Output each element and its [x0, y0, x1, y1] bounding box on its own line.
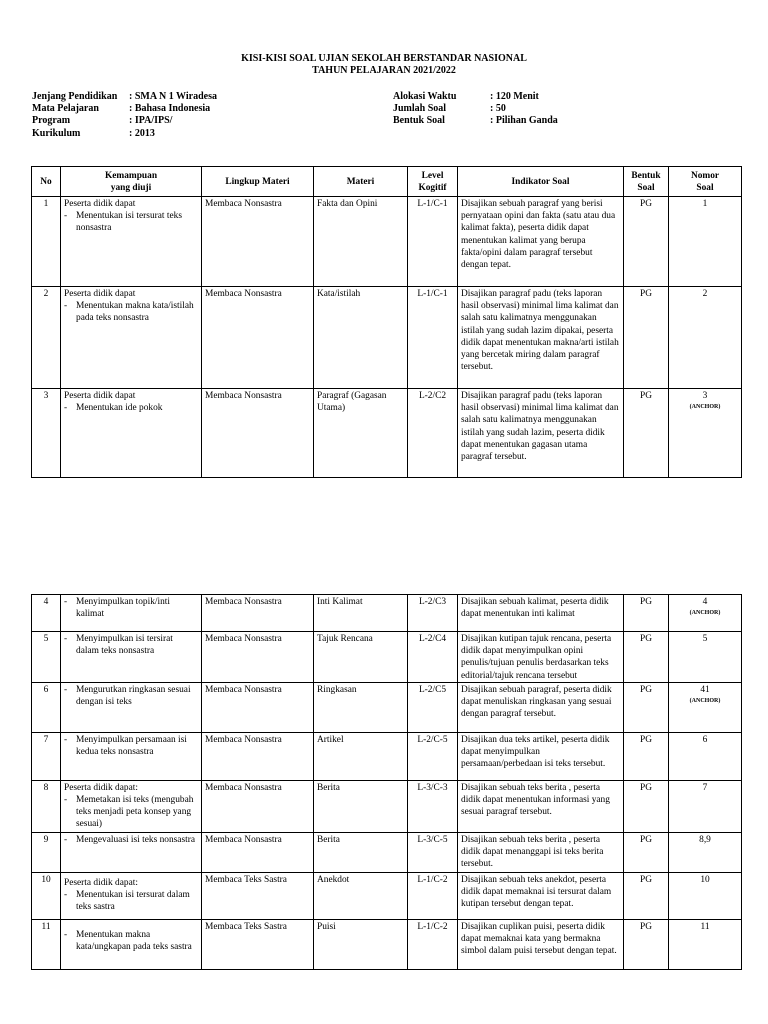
cell-kemampuan [61, 919, 202, 969]
cell-indikator: Disajikan kutipan tajuk rencana, peserta didik dapat menyimpulkan opini penulis/tujuan penulis berdasarkan teks editorial/tajuk rencana tersebut [458, 632, 624, 683]
meta-row [32, 115, 217, 127]
cell-nomor [669, 832, 742, 872]
cell-nomor [669, 732, 742, 780]
meta-key: Jenjang Pendidikan [32, 91, 118, 102]
kemampuan-subitem: - Menyimpulkan persamaan isi kedua teks nonsastra [64, 734, 187, 758]
nomor-value: 10 [700, 874, 710, 885]
cell-bentuk: PG [624, 832, 669, 872]
cell-lingkup: Membaca Nonsastra [202, 682, 314, 732]
meta-row [393, 115, 558, 127]
meta-row [32, 103, 217, 115]
meta-key: Alokasi Waktu [393, 91, 457, 102]
cell-materi: Inti Kalimat [314, 595, 408, 632]
cell-bentuk: PG [624, 682, 669, 732]
cell-lingkup: Membaca Nonsastra [202, 632, 314, 683]
cell-materi: Fakta dan Opini [314, 197, 408, 287]
cell-level: L-3/C-5 [408, 832, 458, 872]
cell-kemampuan [61, 832, 202, 872]
cell-materi: Puisi [314, 919, 408, 969]
cell-no: 5 [32, 632, 61, 683]
table-row [32, 780, 742, 832]
cell-no: 6 [32, 682, 61, 732]
meta-value: : 120 Menit [490, 91, 539, 102]
cell-nomor [669, 780, 742, 832]
cell-lingkup: Membaca Nonsastra [202, 595, 314, 632]
table-header-row [32, 167, 742, 197]
cell-level: L-2/C4 [408, 632, 458, 683]
cell-materi: Ringkasan [314, 682, 408, 732]
kemampuan-intro: Peserta didik dapat [64, 199, 136, 209]
table-row [32, 632, 742, 683]
meta-row [393, 91, 558, 103]
col-header-level: Level Kogitif [408, 167, 458, 197]
col-header-no: No [32, 167, 61, 197]
cell-kemampuan [61, 287, 202, 389]
cell-level: L-3/C-3 [408, 780, 458, 832]
cell-kemampuan [61, 632, 202, 683]
kemampuan-subitem: - Menentukan ide pokok [64, 403, 163, 414]
meta-value: : SMA N 1 Wiradesa [129, 91, 217, 102]
table-row [32, 389, 742, 478]
nomor-value: 1 [702, 199, 708, 209]
cell-nomor [669, 287, 742, 389]
cell-bentuk: PG [624, 287, 669, 389]
meta-row [393, 103, 558, 115]
table-row [32, 919, 742, 969]
meta-value: : 2013 [129, 127, 155, 139]
meta-key: Kurikulum [32, 127, 81, 139]
meta-key: Mata Pelajaran [32, 103, 99, 115]
cell-lingkup: Membaca Nonsastra [202, 832, 314, 872]
cell-no: 4 [32, 595, 61, 632]
kemampuan-subitem: - Menentukan makna kata/istilah pada teks nonsastra [64, 301, 194, 324]
cell-indikator: Disajikan sebuah kalimat, peserta didik dapat menentukan inti kalimat [458, 595, 624, 632]
kemampuan-subitem: - Menentukan isi tersurat dalam teks sastra [64, 890, 190, 913]
cell-no: 1 [32, 197, 61, 287]
document-title: KISI-KISI SOAL UJIAN SEKOLAH BERSTANDAR NASIONAL [241, 53, 527, 64]
cell-bentuk: PG [624, 389, 669, 478]
table-row [32, 595, 742, 632]
cell-level: L-1/C-2 [408, 919, 458, 969]
cell-indikator: Disajikan dua teks artikel, peserta didik dapat menyimpulkan persamaan/perbedaan isi teks tersebut. [458, 732, 624, 780]
col-header-kemampuan: Kemampuan yang diuji [61, 167, 202, 197]
kisi-table-page2 [31, 594, 742, 970]
kemampuan-subitem: - Mengurutkan ringkasan sesuai dengan isi teks [64, 684, 191, 708]
meta-left [32, 91, 217, 140]
col-header-materi: Materi [314, 167, 408, 197]
kemampuan-intro: Peserta didik dapat [64, 391, 136, 401]
cell-lingkup: Membaca Nonsastra [202, 287, 314, 389]
cell-no: 8 [32, 780, 61, 832]
kemampuan-intro: Peserta didik dapat: [64, 877, 138, 888]
table-row [32, 872, 742, 919]
col-header-bentuk: Bentuk Soal [624, 167, 669, 197]
meta-row [32, 91, 217, 103]
cell-no: 10 [32, 872, 61, 919]
cell-level: L-1/C-1 [408, 287, 458, 389]
cell-materi: Berita [314, 780, 408, 832]
cell-indikator: Disajikan paragraf padu (teks laporan hasil observasi) minimal lima kalimat dan salah satu kalimatnya menggunakan istilah yang sudah lazim, peserta didik dapat menentukan gagasan utama paragraf tersebut. [458, 389, 624, 478]
kemampuan-subitem: - Mengevaluasi isi teks nonsastra [64, 834, 195, 845]
table-row [32, 287, 742, 389]
kemampuan-subitem: - Menyimpulkan isi tersirat dalam teks nonsastra [64, 634, 173, 657]
cell-indikator: Disajikan sebuah teks berita , peserta didik dapat menanggapi isi teks berita tersebut. [458, 832, 624, 872]
nomor-value: 41 [700, 684, 710, 695]
cell-lingkup: Membaca Nonsastra [202, 780, 314, 832]
cell-nomor [669, 919, 742, 969]
document-subtitle: TAHUN PELAJARAN 2021/2022 [312, 65, 456, 76]
nomor-value: 3 [702, 391, 708, 401]
cell-lingkup: Membaca Nonsastra [202, 197, 314, 287]
meta-key: Jumlah Soal [393, 103, 447, 115]
meta-key: Bentuk Soal [393, 115, 445, 127]
cell-materi: Kata/istilah [314, 287, 408, 389]
cell-materi: Berita [314, 832, 408, 872]
cell-kemampuan [61, 872, 202, 919]
cell-kemampuan [61, 682, 202, 732]
cell-level: L-1/C-1 [408, 197, 458, 287]
cell-level: L-2/C-5 [408, 732, 458, 780]
cell-bentuk: PG [624, 732, 669, 780]
anchor-label: (ANCHOR) [689, 404, 721, 411]
anchor-label: (ANCHOR) [689, 610, 721, 617]
meta-key: Program [32, 115, 71, 127]
cell-indikator: Disajikan sebuah teks berita , peserta didik dapat menentukan informasi yang sesuai paragraf tersebut. [458, 780, 624, 832]
cell-bentuk: PG [624, 632, 669, 683]
cell-bentuk: PG [624, 780, 669, 832]
cell-bentuk: PG [624, 872, 669, 919]
kemampuan-subitem: - Menyimpulkan topik/inti kalimat [64, 597, 171, 620]
nomor-value: 5 [702, 634, 708, 644]
meta-value: : Pilihan Ganda [490, 115, 558, 127]
cell-kemampuan [61, 732, 202, 780]
cell-indikator: Disajikan paragraf padu (teks laporan hasil observasi) minimal lima kalimat dan salah satu kalimatnya menggunakan istilah yang sudah lazim dipakai, peserta didik dapat menentukan makna/arti istilah yang bercetak miring dalam paragraf tersebut. [458, 287, 624, 389]
cell-nomor [669, 682, 742, 732]
cell-lingkup: Membaca Teks Sastra [202, 919, 314, 969]
meta-row [32, 128, 217, 140]
cell-lingkup: Membaca Teks Sastra [202, 872, 314, 919]
nomor-value: 2 [702, 289, 708, 299]
cell-indikator: Disajikan cuplikan puisi, peserta didik dapat memaknai kata yang bermakna simbol dalam puisi tersebut dengan tepat. [458, 919, 624, 969]
cell-lingkup: Membaca Nonsastra [202, 732, 314, 780]
cell-no: 7 [32, 732, 61, 780]
cell-no: 11 [32, 919, 61, 969]
nomor-value: 8,9 [699, 834, 711, 845]
kisi-table-page1 [31, 166, 742, 478]
cell-bentuk: PG [624, 197, 669, 287]
table-row [32, 197, 742, 287]
kemampuan-subitem: - Memetakan isi teks (mengubah teks menjadi peta konsep yang sesuai) [64, 795, 194, 830]
table-row [32, 682, 742, 732]
cell-lingkup: Membaca Nonsastra [202, 389, 314, 478]
kemampuan-subitem: - Menentukan isi tersurat teks nonsastra [64, 211, 182, 234]
kemampuan-intro: Peserta didik dapat: [64, 782, 138, 793]
anchor-label: (ANCHOR) [689, 698, 721, 705]
cell-materi: Anekdot [314, 872, 408, 919]
cell-kemampuan [61, 389, 202, 478]
meta-value: : Bahasa Indonesia [129, 103, 211, 115]
cell-materi: Artikel [314, 732, 408, 780]
meta-value: : 50 [490, 103, 506, 115]
meta-right [393, 91, 558, 128]
cell-nomor [669, 632, 742, 683]
cell-bentuk: PG [624, 919, 669, 969]
cell-level: L-1/C-2 [408, 872, 458, 919]
meta-value: : IPA/IPS/ [129, 115, 173, 127]
cell-kemampuan [61, 595, 202, 632]
cell-nomor [669, 197, 742, 287]
cell-kemampuan [61, 197, 202, 287]
kemampuan-subitem: - Menentukan makna kata/ungkapan pada teks sastra [64, 929, 192, 953]
cell-nomor [669, 389, 742, 478]
cell-materi: Paragraf (Gagasan Utama) [314, 389, 408, 478]
col-header-indikator: Indikator Soal [458, 167, 624, 197]
nomor-value: 7 [702, 782, 708, 793]
nomor-value: 6 [702, 734, 708, 745]
cell-nomor [669, 595, 742, 632]
cell-kemampuan [61, 780, 202, 832]
cell-no: 9 [32, 832, 61, 872]
cell-level: L-2/C3 [408, 595, 458, 632]
col-header-nomor: Nomor Soal [669, 167, 742, 197]
cell-materi: Tajuk Rencana [314, 632, 408, 683]
table-row [32, 832, 742, 872]
nomor-value: 4 [702, 597, 708, 607]
col-header-lingkup: Lingkup Materi [202, 167, 314, 197]
cell-bentuk: PG [624, 595, 669, 632]
cell-indikator: Disajikan sebuah teks anekdot, peserta didik dapat memaknai isi tersurat dalam kutipan tersebut dengan tepat. [458, 872, 624, 919]
table-row [32, 732, 742, 780]
cell-level: L-2/C5 [408, 682, 458, 732]
cell-level: L-2/C2 [408, 389, 458, 478]
cell-no: 2 [32, 287, 61, 389]
cell-no: 3 [32, 389, 61, 478]
nomor-value: 11 [700, 921, 710, 932]
kemampuan-intro: Peserta didik dapat [64, 289, 136, 299]
cell-nomor [669, 872, 742, 919]
cell-indikator: Disajikan sebuah paragraf, peserta didik dapat menuliskan ringkasan yang sesuai dengan paragraf tersebut. [458, 682, 624, 732]
cell-indikator: Disajikan sebuah paragraf yang berisi pernyataan opini dan fakta (satu atau dua kalimat fakta), peserta didik dapat menentukan kalimat yang berupa fakta/opini dalam paragraf tersebut dengan tepat. [458, 197, 624, 287]
